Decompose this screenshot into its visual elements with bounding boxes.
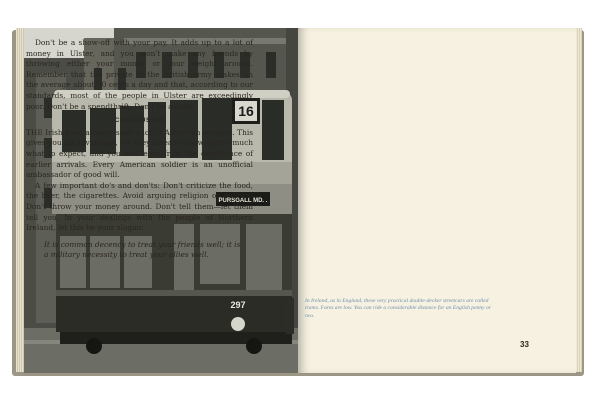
photo-caption: In Ireland, as in England, these very practical double-decker streetcars are called trams. Fares are low. You can ride a considerable distance for an English penny or two. xyxy=(305,298,492,319)
paragraph-dos-donts: A few important do's and don'ts: Don't criticize the food, the beer, the cigarettes. Avoid arguing religion or politics. Don't throw your money around. Don't tell them—let them tell you. In your dealings with the people of Northern Ireland, let this be your slogan: xyxy=(26,180,253,233)
paragraph-conclusion: THE Irish have already seen a lot of American soldiers. This gives you an advantage, for they already know pretty much what to expect, and you can learn from the experience of earlier arrivals. Every American soldier is an unofficial ambassador of good will. xyxy=(26,127,253,180)
route-number: 16 xyxy=(238,103,254,119)
destination-sign: PURSGALL MD. . xyxy=(218,198,268,204)
page-text xyxy=(26,38,253,261)
section-heading: CONCLUSION xyxy=(114,117,165,125)
right-page xyxy=(298,28,576,373)
slogan: It is common decency to treat your friends well; it is a military necessity to treat your allies well. xyxy=(44,239,241,260)
page-number: 33 xyxy=(520,340,529,349)
paragraph-pay: Don't be a show-off with your pay. It adds up to a lot of money in Ulster, and you won't make any friends by throwing either your money or your weight around. Remember that the private in the British army makes on the average about 50 cents a day and that, according to our standards, most of the people in Ulster are exceedingly poor. Don't be a spendthrift. Don't be a dope. xyxy=(26,38,253,111)
fleet-number: 297 xyxy=(230,300,246,310)
